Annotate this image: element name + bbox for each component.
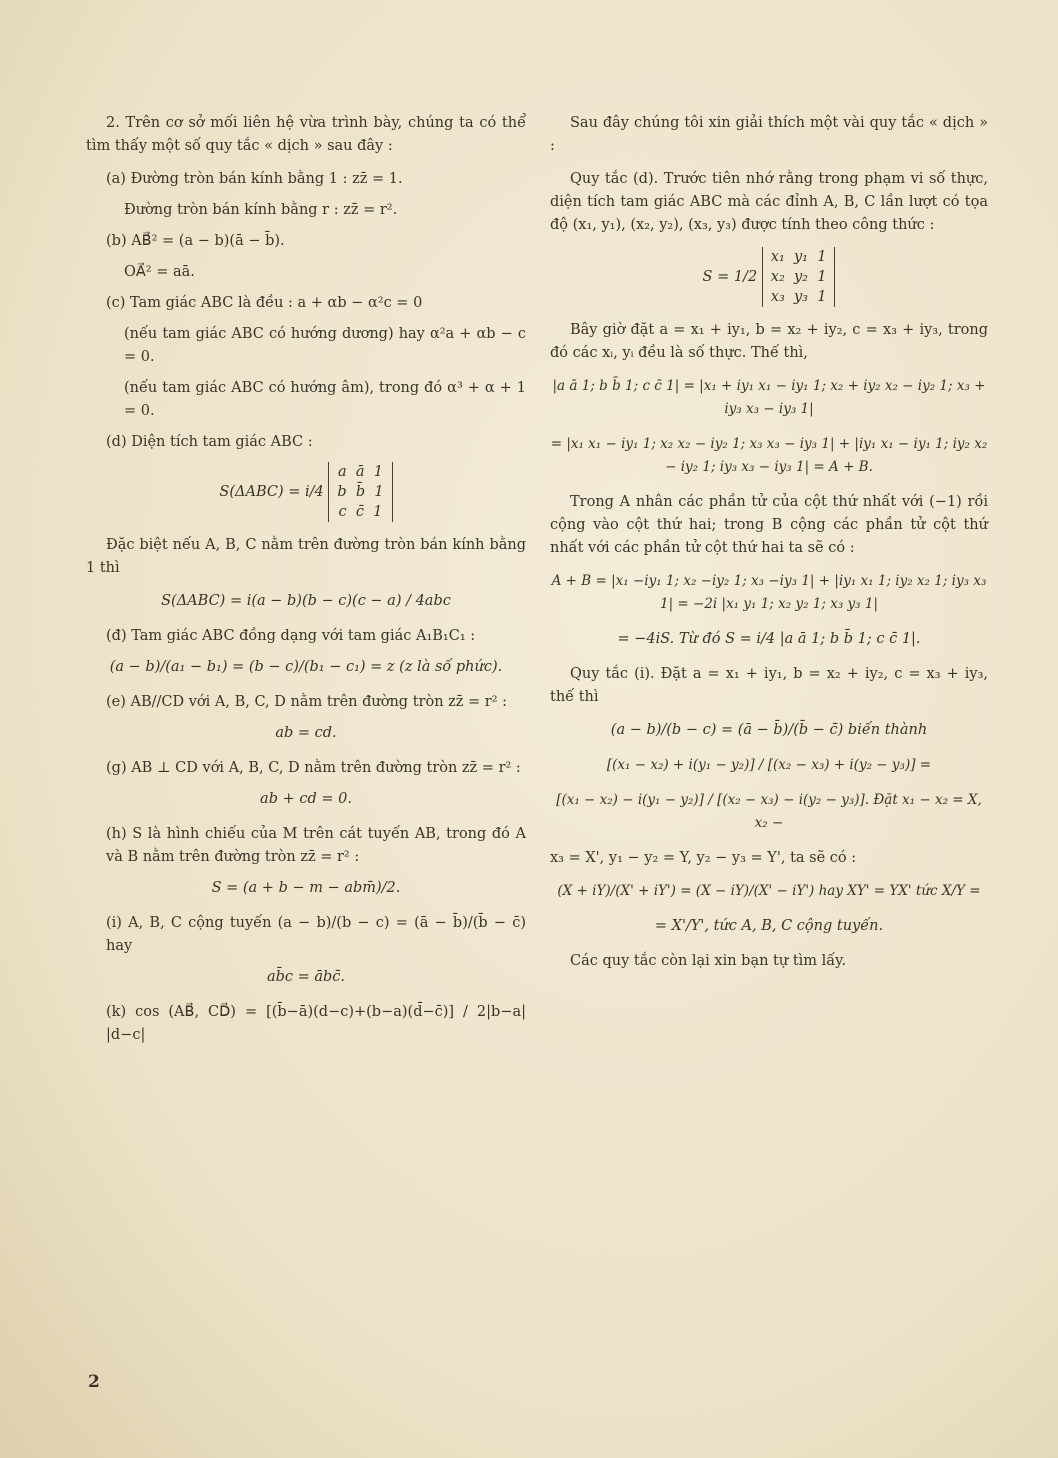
det-row: a ā 1 bbox=[337, 464, 383, 480]
substitution-text-2: x₃ = X', y₁ − y₂ = Y, y₂ − y₃ = Y', ta sẽ có : bbox=[550, 850, 857, 866]
rule-c-line3: (nếu tam giác ABC có hướng âm), trong đó α³ + α + 1 = 0. bbox=[124, 380, 526, 419]
rule-a-line2: Đường tròn bán kính bằng r : zz̄ = r². bbox=[124, 202, 398, 218]
page-number: 2 bbox=[88, 1372, 100, 1392]
special-area-formula: S(ΔABC) = i(a − b)(b − c)(c − a) / 4abc bbox=[161, 593, 451, 609]
rule-d-explanation: Quy tắc (d). Trước tiên nhớ rằng trong phạm vi số thực, diện tích tam giác ABC mà các đỉnh A, B, C lần lượt có tọa độ (x₁, y₁), (x₂, y₂), (x₃, y₃) được tính theo công thức : bbox=[550, 171, 988, 233]
real-area-formula bbox=[550, 247, 988, 307]
det-row: x₃ y₃ 1 bbox=[770, 289, 827, 305]
rule-k-line1: (k) cos (AB⃗, CD⃗) = [(b̄−ā)(d−c)+(b−a)(d̄−c̄)] / 2|b−a| |d−c| bbox=[106, 1004, 526, 1043]
det-row: x₂ y₂ 1 bbox=[770, 269, 827, 285]
area-determinant bbox=[328, 462, 392, 522]
left-column bbox=[86, 112, 526, 1055]
similar-triangle-formula: (a − b)/(a₁ − b₁) = (b − c)/(b₁ − c₁) = z (z là số phức). bbox=[109, 659, 503, 675]
rule-i-explanation: Quy tắc (i). Đặt a = x₁ + iy₁, b = x₂ + iy₂, c = x₃ + iy₃, thế thì bbox=[550, 666, 988, 705]
column-operation-text: Trong A nhân các phần tử của cột thứ nhất với (−1) rồi cộng vào cột thứ hai; trong B cộng các phần tử cột thứ nhất với các phần tử cột thứ hai ta sẽ có : bbox=[550, 494, 988, 556]
rule-a-line1: (a) Đường tròn bán kính bằng 1 : zz̄ = 1. bbox=[106, 171, 403, 187]
special-case-text: Đặc biệt nếu A, B, C nằm trên đường tròn bán kính bằng 1 thì bbox=[86, 537, 526, 576]
explain-intro: Sau đây chúng tôi xin giải thích một vài quy tắc « dịch » : bbox=[550, 115, 988, 154]
area-formula-left: S(ΔABC) = i/4 bbox=[219, 484, 324, 500]
det-row: c c̄ 1 bbox=[338, 504, 383, 520]
rule-c-line1: (c) Tam giác ABC là đều : a + αb − α²c = 0 bbox=[106, 295, 423, 311]
area-formula bbox=[86, 462, 526, 522]
determinant-equation-2: = |x₁ x₁ − iy₁ 1; x₂ x₂ − iy₂ 1; x₃ x₃ − iy₃ 1| + |iy₁ x₁ − iy₁ 1; iy₂ x₂ − iy₂ 1; iy₃ x₃ − iy₃ 1| = A + B. bbox=[550, 436, 988, 475]
rule-b-line1: (b) AB⃗² = (a − b)(ā − b̄). bbox=[106, 233, 285, 249]
perpendicular-formula: ab + cd = 0. bbox=[260, 791, 352, 807]
substitution-text: Bây giờ đặt a = x₁ + iy₁, b = x₂ + iy₂, c = x₃ + iy₃, trong đó các xᵢ, yᵢ đều là số thực. Thế thì, bbox=[550, 322, 988, 361]
determinant-equation-3: A + B = |x₁ −iy₁ 1; x₂ −iy₂ 1; x₃ −iy₃ 1| + |iy₁ x₁ 1; iy₂ x₂ 1; iy₃ x₃ 1| = −2i |x₁ y₁ 1; x₂ y₂ 1; x₃ y₃ 1| bbox=[551, 573, 987, 612]
collinear-equation-3: [(x₁ − x₂) − i(y₁ − y₂)] / [(x₂ − x₃) − i(y₂ − y₃)]. Đặt x₁ − x₂ = X, x₂ − bbox=[556, 792, 982, 831]
rule-d-line1: (d) Diện tích tam giác ABC : bbox=[106, 434, 313, 450]
intro-paragraph: 2. Trên cơ sở mối liên hệ vừa trình bày, chúng ta có thể tìm thấy một số quy tắc « dịch » sau đây : bbox=[86, 115, 526, 154]
rule-dd-line1: (đ) Tam giác ABC đồng dạng với tam giác A₁B₁C₁ : bbox=[106, 628, 476, 644]
rule-c-line2: (nếu tam giác ABC có hướng dương) hay α²a + αb − c = 0. bbox=[124, 326, 526, 365]
parallel-formula: ab = cd. bbox=[275, 725, 337, 741]
right-column bbox=[550, 112, 988, 983]
collinear-equation-2: [(x₁ − x₂) + i(y₁ − y₂)] / [(x₂ − x₃) + i(y₂ − y₃)] = bbox=[606, 757, 932, 773]
det-row: x₁ y₁ 1 bbox=[770, 249, 827, 265]
collinear-equation-4: (X + iY)/(X' + iY') = (X − iY)/(X' − iY') hay XY' = YX' tức X/Y = bbox=[557, 883, 981, 899]
rule-e-line1: (e) AB//CD với A, B, C, D nằm trên đường tròn zz̄ = r² : bbox=[106, 694, 508, 710]
collinear-equation-5: = X'/Y', tức A, B, C cộng tuyến. bbox=[654, 918, 884, 934]
real-area-determinant bbox=[762, 247, 836, 307]
collinear-formula: ab̄c = ābc̄. bbox=[266, 969, 346, 985]
det-row: b b̄ 1 bbox=[337, 484, 384, 500]
rule-g-line1: (g) AB ⊥ CD với A, B, C, D nằm trên đường tròn zz̄ = r² : bbox=[106, 760, 521, 776]
determinant-equation-4: = −4iS. Từ đó S = i/4 |a ā 1; b b̄ 1; c c̄ 1|. bbox=[617, 631, 921, 647]
rule-h-line1: (h) S là hình chiếu của M trên cát tuyến AB, trong đó A và B nằm trên đường tròn zz̄ = r² : bbox=[106, 826, 526, 865]
rule-b-line2: OA⃗² = aā. bbox=[124, 264, 195, 280]
collinear-equation-1: (a − b)/(b − c) = (ā − b̄)/(b̄ − c̄) biến thành bbox=[610, 722, 928, 738]
closing-text: Các quy tắc còn lại xin bạn tự tìm lấy. bbox=[570, 953, 847, 969]
real-area-formula-left: S = 1/2 bbox=[702, 269, 758, 285]
rule-i-line1: (i) A, B, C cộng tuyến (a − b)/(b − c) = (ā − b̄)/(b̄ − c̄) hay bbox=[106, 915, 526, 954]
projection-formula: S = (a + b − m − abm̄)/2. bbox=[211, 880, 401, 896]
determinant-equation-1: |a ā 1; b b̄ 1; c c̄ 1| = |x₁ + iy₁ x₁ − iy₁ 1; x₂ + iy₂ x₂ − iy₂ 1; x₃ + iy₃ x₃ − iy₃ 1| bbox=[552, 378, 986, 417]
